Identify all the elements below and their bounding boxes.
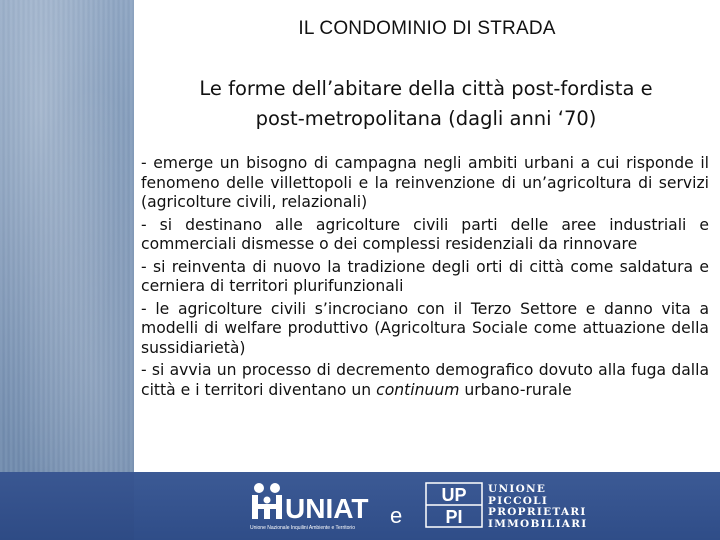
paragraph-1: - emerge un bisogno di campagna negli ambiti urbani a cui risponde il fenomeno delle villettopoli e la reinvenzione di un’agricoltura di servizi (agricolture civili, relazionali) <box>141 154 709 211</box>
slide-title: IL CONDOMINIO DI STRADA <box>298 18 556 39</box>
uppi-mark-top: UP <box>441 485 467 505</box>
uppi-line-1: UNIONE <box>488 483 547 495</box>
subtitle-line-1: Le forme dell’abitare della città post-fordista e <box>199 77 653 100</box>
slide-subtitle <box>145 74 707 134</box>
paragraph-5-end: urbano-rurale <box>459 380 572 399</box>
uppi-mark-logo <box>425 482 483 528</box>
paragraph-3: - si reinventa di nuovo la tradizione degli orti di città come saldatura e cerniera di territori plurifunzionali <box>141 257 709 295</box>
uniat-people-icon <box>252 483 282 519</box>
paragraph-5-italic: continuum <box>376 380 460 399</box>
body-text <box>141 154 709 403</box>
subtitle-line-2: post-metropolitana (dagli anni ‘70) <box>255 107 597 130</box>
uppi-line-4: IMMOBILIARI <box>488 517 588 530</box>
paragraph-5 <box>141 361 709 400</box>
uppi-line-2: PICCOLI <box>488 494 549 507</box>
connector-text: e <box>390 503 403 528</box>
uniat-tagline: Unione Nazionale Inquilini Ambiente e Territorio <box>250 525 355 531</box>
uppi-mark-bottom: PI <box>445 507 463 527</box>
uppi-line-3: PROPRIETARI <box>488 506 587 518</box>
footer-strip <box>0 472 134 540</box>
header <box>134 0 720 58</box>
decorative-sidebar <box>0 0 134 540</box>
paragraph-4: - le agricolture civili s’incrociano con il Terzo Settore e danno vita a modelli di welfare produttivo (Agricoltura Sociale come attuazione della sussidiarietà) <box>141 299 709 357</box>
uniat-logo <box>248 480 393 532</box>
uppi-name <box>488 484 587 530</box>
uniat-name: UNIAT <box>285 493 369 524</box>
paragraph-2: - si destinano alle agricolture civili parti delle aree industriali e commerciali dismesse o dei complessi residenziali da rinnovare <box>141 215 709 253</box>
paragraph-5-start: - si avvia un processo di decremento demografico dovuto alla fuga dalla città e i territori diventano un <box>141 361 709 399</box>
